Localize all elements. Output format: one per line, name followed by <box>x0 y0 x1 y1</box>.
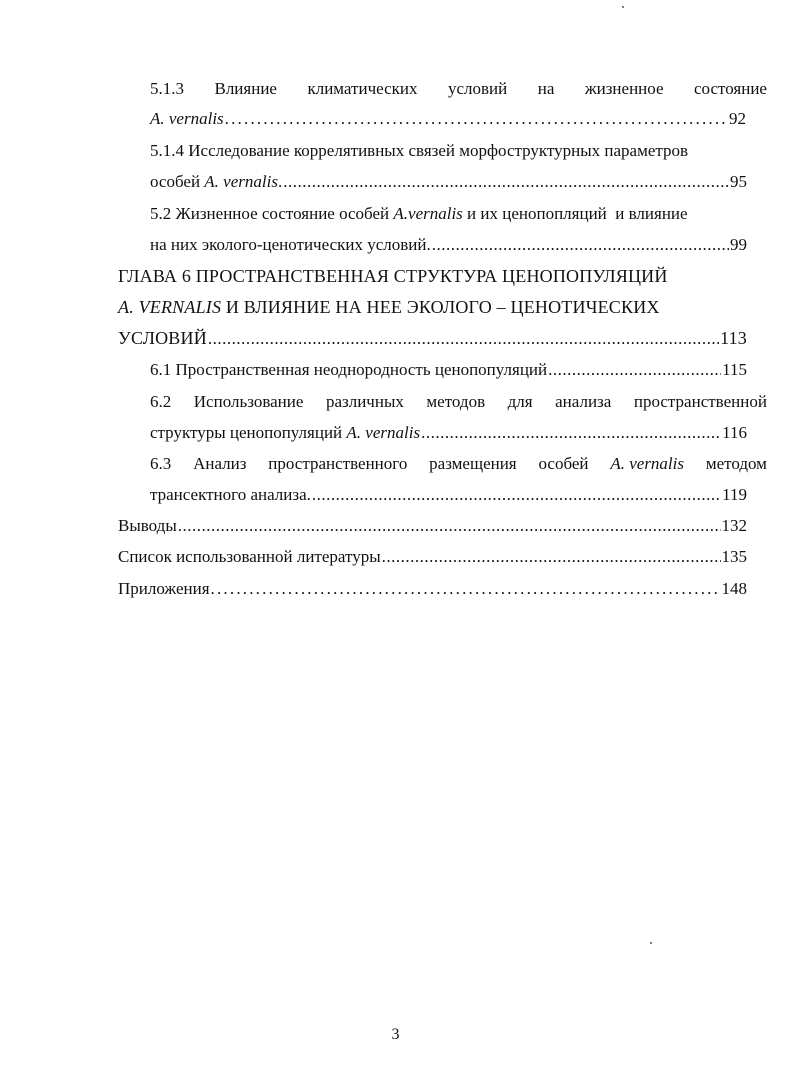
toc-entry-title: 6.1 Пространственная неоднородность ценопопуляций <box>150 360 548 379</box>
toc-entry-5-1-3-line2[interactable] <box>150 108 746 130</box>
toc-entry-5-1-3-line1 <box>150 78 767 100</box>
dot-leader <box>432 234 729 256</box>
toc-entry-references[interactable] <box>118 546 747 568</box>
scan-speck <box>622 6 624 8</box>
toc-word: жизненное <box>584 79 664 98</box>
toc-number: 6.2 <box>150 392 172 411</box>
toc-word: для <box>507 392 533 411</box>
page-ref: 148 <box>721 579 747 598</box>
toc-entry-appendices[interactable] <box>118 578 747 600</box>
toc-word: Использование <box>193 392 304 411</box>
dot-leader <box>421 422 721 444</box>
species-name: A. VERNALIS <box>118 297 222 317</box>
toc-word: размещения <box>429 454 517 473</box>
page-ref: 132 <box>721 516 747 535</box>
toc-entry-5-2-line1 <box>150 203 770 225</box>
page-ref: 99 <box>730 235 747 254</box>
toc-entry-title: структуры ценопопуляций <box>150 423 343 442</box>
chapter-title: И ВЛИЯНИЕ НА НЕЕ ЭКОЛОГО – ЦЕНОТИЧЕСКИХ <box>225 297 660 317</box>
toc-entry-6-2-line1 <box>150 391 767 413</box>
toc-entry-title: и их ценопопляций и влияние <box>467 204 688 223</box>
toc-entry-5-2-line2[interactable] <box>150 234 747 256</box>
species-name: A. vernalis <box>346 423 421 442</box>
toc-number: 6.3 <box>150 454 172 473</box>
toc-entry-6-3-line2[interactable] <box>150 484 747 506</box>
toc-word: методов <box>426 392 486 411</box>
toc-word: методом <box>705 454 767 473</box>
toc-entry-5-1-4-line1 <box>150 140 770 162</box>
toc-word: климатических <box>307 79 418 98</box>
toc-number: 5.1.3 <box>150 79 184 98</box>
toc-word: пространственного <box>268 454 408 473</box>
dot-leader <box>211 578 721 600</box>
scan-speck <box>650 942 652 944</box>
toc-entry-title: Приложения <box>118 579 210 598</box>
toc-entry-6-1[interactable] <box>150 359 747 381</box>
toc-entry-6-3-line1 <box>150 453 767 475</box>
toc-word: различных <box>325 392 404 411</box>
toc-entry-title: Список использованной литературы <box>118 547 381 566</box>
chapter-6-heading-line1 <box>118 265 668 287</box>
species-name: A.vernalis <box>393 204 463 223</box>
page-ref: 95 <box>730 172 747 191</box>
toc-entry-6-2-line2[interactable] <box>150 422 747 444</box>
dot-leader <box>548 359 721 381</box>
toc-entry-title: Выводы <box>118 516 177 535</box>
page-ref: 113 <box>720 328 747 348</box>
punctuation: . <box>277 172 283 191</box>
toc-entry-title: на них эколого-ценотических условий. <box>150 235 431 254</box>
dot-leader <box>225 108 728 130</box>
chapter-6-heading-line2 <box>118 296 660 318</box>
dot-leader <box>283 171 729 193</box>
toc-word: особей <box>538 454 589 473</box>
toc-word: условий <box>447 79 508 98</box>
chapter-title: УСЛОВИЙ <box>118 328 207 348</box>
toc-entry-5-1-4-line2[interactable] <box>150 171 747 193</box>
page-ref: 115 <box>722 360 747 379</box>
toc-word: состояние <box>694 79 767 98</box>
toc-entry-title: трансектного анализа. <box>150 485 311 504</box>
toc-word: Анализ <box>193 454 247 473</box>
toc-word: пространственной <box>633 392 767 411</box>
toc-word: на <box>537 79 555 98</box>
page-ref: 116 <box>722 423 747 442</box>
toc-entry-title: 5.1.4 Исследование коррелятивных связей морфоструктурных параметров <box>150 141 689 160</box>
page-ref: 119 <box>722 485 747 504</box>
page-number: 3 <box>391 1026 400 1043</box>
toc-word: Влияние <box>214 79 277 98</box>
species-name: A. vernalis <box>150 109 224 128</box>
dot-leader <box>178 515 721 537</box>
chapter-title: ГЛАВА 6 ПРОСТРАНСТВЕННАЯ СТРУКТУРА ЦЕНОПОПУЛЯЦИЙ <box>118 266 668 286</box>
toc-entry-title: 5.2 Жизненное состояние особей <box>150 204 390 223</box>
species-name: A. vernalis <box>204 172 278 191</box>
toc-entry-title: особей <box>150 172 201 191</box>
toc-word: анализа <box>555 392 612 411</box>
dot-leader <box>208 328 719 350</box>
species-name: A. vernalis <box>610 454 684 473</box>
chapter-6-heading-line3[interactable] <box>118 327 747 350</box>
page-ref: 92 <box>729 109 746 128</box>
toc-entry-conclusions[interactable] <box>118 515 747 537</box>
dot-leader <box>312 484 721 506</box>
dot-leader <box>382 546 721 568</box>
page-ref: 135 <box>721 547 747 566</box>
